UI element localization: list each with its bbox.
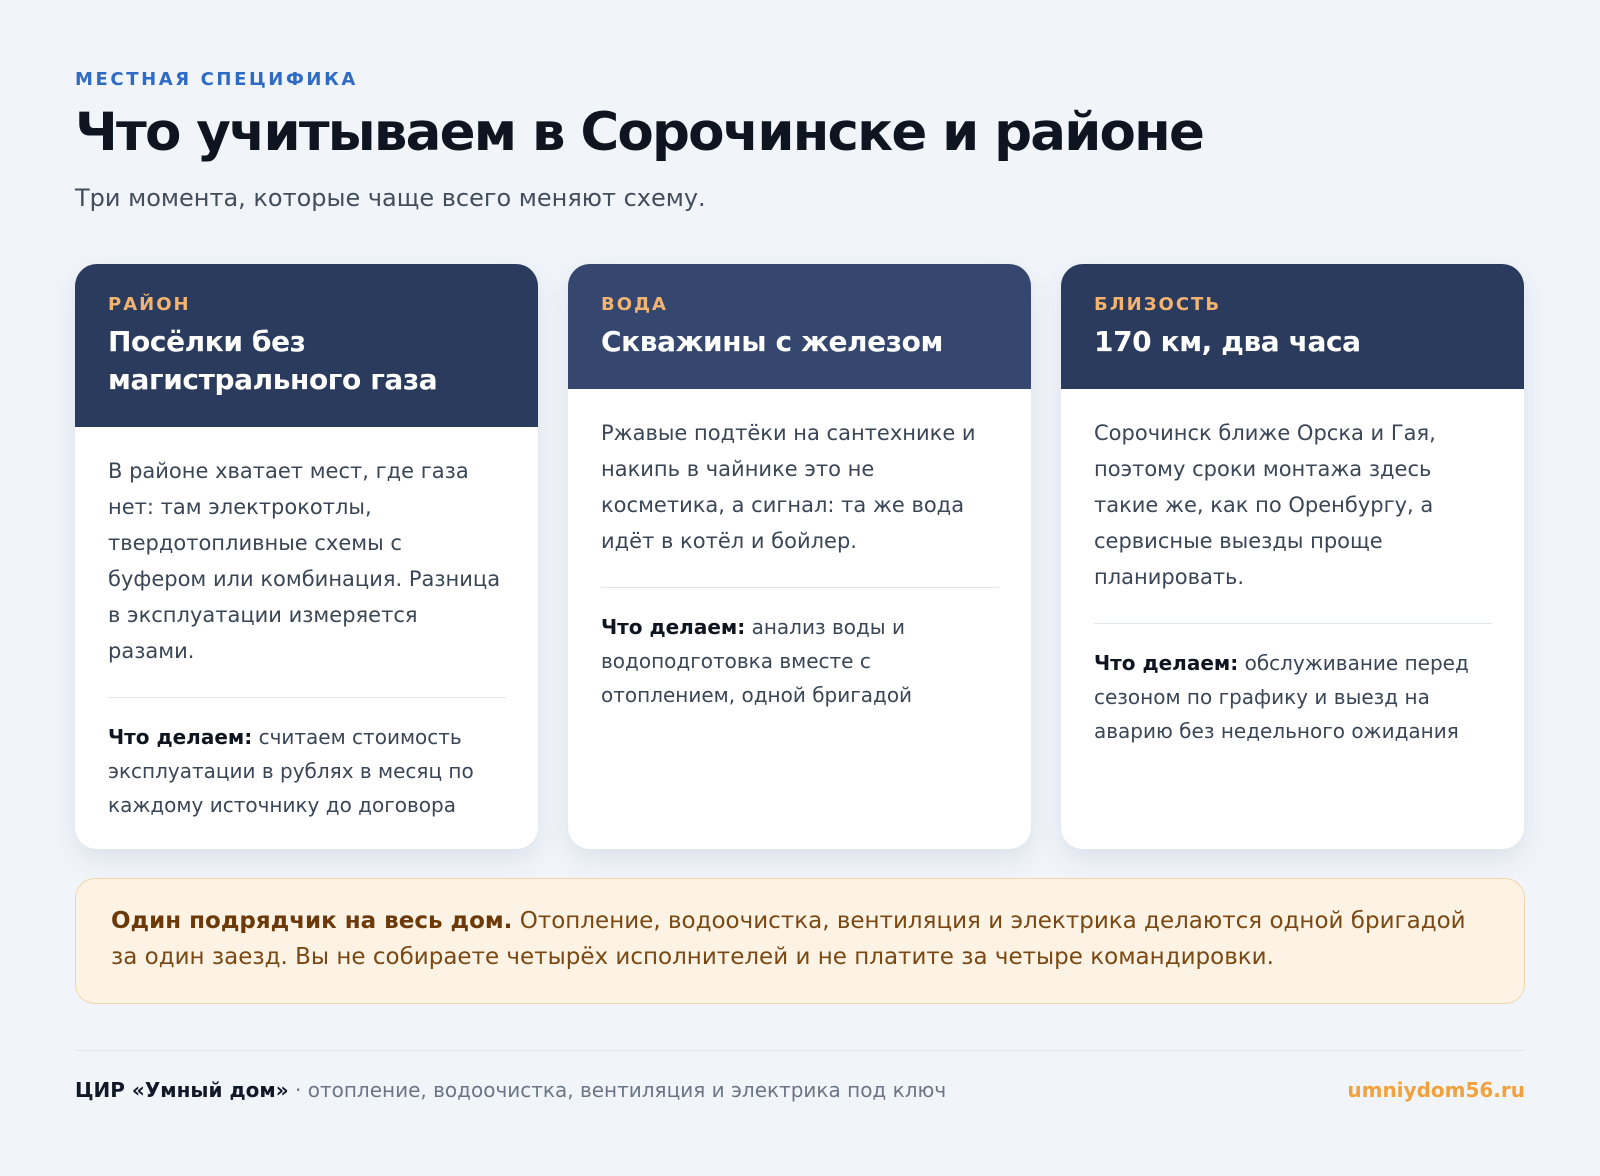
card-title: 170 км, два часа <box>1094 325 1361 358</box>
footer-divider <box>75 1050 1525 1051</box>
card-action-text: анализ воды и водоподготовка вместе с отоплением, одной бригадой <box>601 615 913 707</box>
card-action <box>1094 646 1492 748</box>
footer-brand: ЦИР «Умный дом» <box>75 1078 289 1102</box>
card-action <box>601 610 999 712</box>
card-action-label: Что делаем: <box>108 725 253 749</box>
card-water <box>568 264 1031 849</box>
card-action-text: обслуживание перед сезоном по графику и выезд на аварию без недельного ожидания <box>1094 651 1469 743</box>
footer-tagline: отопление, водоочистка, вентиляция и электрика под ключ <box>307 1078 947 1102</box>
card-header <box>568 264 1031 389</box>
contractor-banner <box>75 878 1525 1004</box>
card-action-label: Что делаем: <box>601 615 746 639</box>
card-title: Скважины с железом <box>601 325 943 358</box>
card-body <box>1061 389 1524 748</box>
card-title: Посёлки без магистрального газа <box>108 325 438 396</box>
card-body <box>568 389 1031 712</box>
card-proximity <box>1061 264 1524 849</box>
card-divider <box>1094 623 1492 624</box>
page <box>75 0 1525 1176</box>
footer-brand-line <box>75 1078 946 1102</box>
footer-site-link[interactable]: umniydom56.ru <box>1347 1078 1525 1102</box>
section-eyebrow: МЕСТНАЯ СПЕЦИФИКА <box>75 69 358 90</box>
card-tag: ВОДА <box>601 294 668 315</box>
card-text: Ржавые подтёки на сантехнике и накипь в чайнике это не косметика, а сигнал: та же вода идёт в котёл и бойлер. <box>601 421 976 553</box>
card-body <box>75 427 538 822</box>
banner-lead: Один подрядчик на весь дом. <box>111 908 513 934</box>
card-district <box>75 264 538 849</box>
card-tag: РАЙОН <box>108 294 191 315</box>
footer-separator: · <box>295 1078 302 1102</box>
card-action-text: считаем стоимость эксплуатации в рублях в месяц по каждому источнику до договора <box>108 725 474 817</box>
card-header <box>1061 264 1524 389</box>
card-divider <box>108 697 506 698</box>
card-text: Сорочинск ближе Орска и Гая, поэтому сроки монтажа здесь такие же, как по Оренбургу, а сервисные выезды проще планировать. <box>1094 421 1436 589</box>
card-divider <box>601 587 999 588</box>
card-header <box>75 264 538 427</box>
banner-text: Отопление, водоочистка, вентиляция и электрика делаются одной бригадой за один заезд. Вы не собираете четырёх исполнителей и не платите за четыре командировки. <box>111 908 1466 970</box>
card-text: В районе хватает мест, где газа нет: там электрокотлы, твердотопливные схемы с буфером или комбинация. Разница в эксплуатации измеряется разами. <box>108 459 501 663</box>
card-tag: БЛИЗОСТЬ <box>1094 294 1222 315</box>
card-action <box>108 720 506 822</box>
page-title: Что учитываем в Сорочинске и районе <box>75 102 1204 163</box>
page-subtitle: Три момента, которые чаще всего меняют схему. <box>75 184 706 212</box>
card-action-label: Что делаем: <box>1094 651 1239 675</box>
